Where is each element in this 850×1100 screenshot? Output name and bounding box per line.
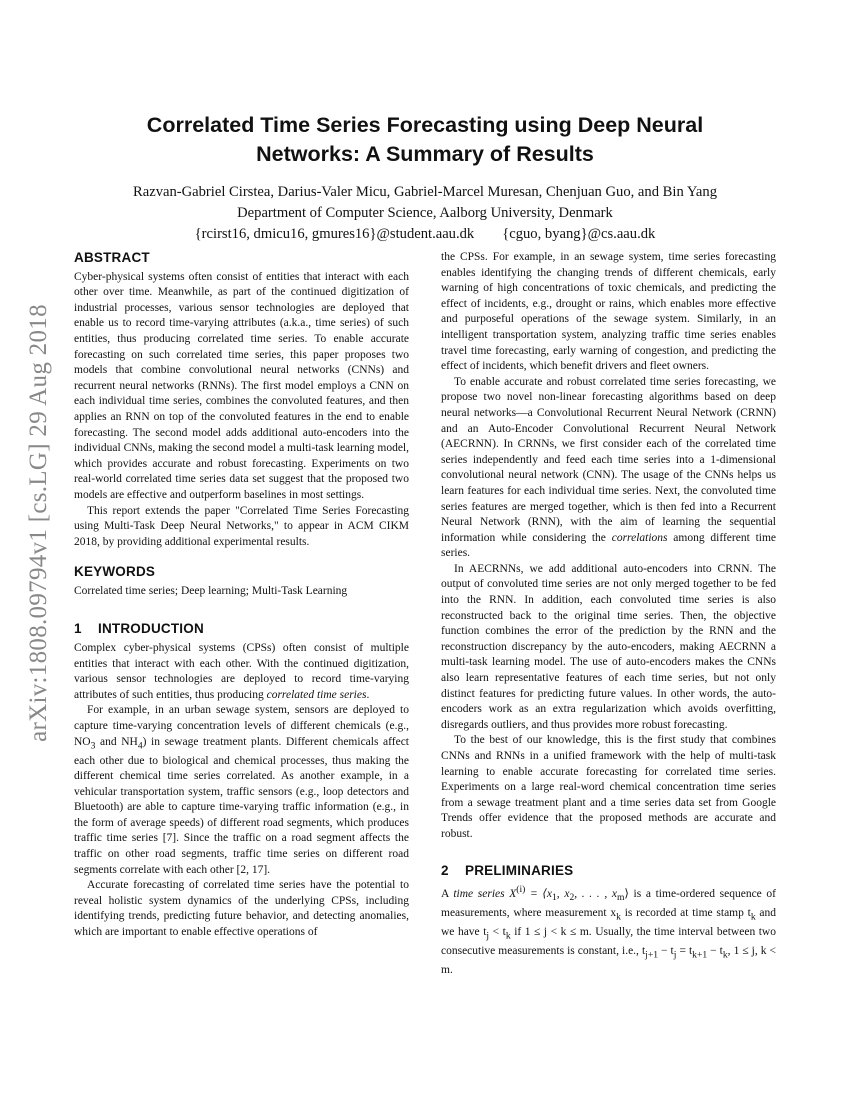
abstract-paragraph-1: Cyber-physical systems often consist of entities that interact with each other over time. Meanwhile, as part of the continued digitization of industrial processes, various sensor technologies are deployed that enable us to record time-varying attributes (a.k.a., time series) of such entities, thus producing correlated time series. To enable accurate forecasting on such correlated time series, this paper proposes two models that combine convolutional neural networks (CNNs) and recurrent neural networks (RNNs). The first model employs a CNN on each individual time series, combines the convoluted features, and then applies an RNN on top of the convoluted features in the end to enable forecasting. The second model adds additional auto-encoders into the individual CNNs, making the second model a multi-task learning model, which provides accurate and robust forecasting. Experiments on two real-world correlated time series data set suggest that the proposed two models are effective and outperform baselines in most settings. <box>74 270 409 501</box>
right-p2-text-a: To enable accurate and robust correlated time series forecasting, we propose two novel non-linear forecasting algorithms based on deep neural networks—a Convolutional Recurrent Neural Network (CRNN) and an Auto-Encoder Convolutional Recurrent Neural Network (AECRNN). In CRNNs, we first consider each of the correlated time series independently and feed each time series into a 1-dimensional convolutional neural network (CNN). The usage of the CNNs helps us learn features for each individual time series. Next, the convoluted time series features are merged together, which is then fed into a Recurrent Neural Network (RNN), with the aim of learning the sequential information while considering the <box>441 375 776 544</box>
intro-p1-text: Complex cyber-physical systems (CPSs) often consist of multiple entities that interact with each other. With the continued digitization, various sensor technologies are deployed to record time-varying attributes of such entities, thus producing <box>74 642 409 701</box>
prelim-sub: k <box>616 911 621 923</box>
paper-title <box>74 111 776 169</box>
prelim-sub: j <box>673 948 677 960</box>
prelim-text: − t <box>658 944 674 957</box>
prelim-sub: 1 <box>552 892 557 904</box>
affiliation: Department of Computer Science, Aalborg University, Denmark <box>237 205 613 221</box>
prelim-text: if 1 ≤ j < k ≤ m. Usually, the time interval between two consecutive measurements is constant, i.e., t <box>441 925 776 957</box>
right-paragraph-2 <box>441 375 776 562</box>
prelim-text: and we have t <box>441 906 777 938</box>
prelim-sub: j <box>486 930 490 942</box>
prelim-section-number: 2 <box>441 862 449 878</box>
prelim-sub: 2 <box>569 892 575 904</box>
title-line-2: Networks: A Summary of Results <box>256 142 594 166</box>
prelim-math: , . . . , x <box>574 887 617 900</box>
intro-paragraph-3: Accurate forecasting of correlated time series have the potential to reveal holistic system dynamics of the underlying CPSs, including identifying trends, predicting future behavior, and detecting anomalies, which are important to enable effective operations of <box>74 879 409 939</box>
prelim-sup: (i) <box>516 884 526 896</box>
abstract-heading: ABSTRACT <box>74 250 150 265</box>
prelim-sub: k <box>722 948 728 960</box>
prelim-math: , x <box>556 887 570 900</box>
left-column <box>74 250 409 941</box>
prelim-text: , 1 ≤ j, k < m. <box>441 944 777 976</box>
prelim-text: A <box>441 887 454 900</box>
arxiv-stamp <box>18 258 60 788</box>
prelim-sub: k <box>750 911 756 923</box>
author-block <box>74 182 776 245</box>
prelim-sub: j+1 <box>645 948 659 960</box>
right-paragraph-3: In AECRNNs, we add additional auto-encoders into CRNN. The output of convoluted time series are not only merged together to be fed into the RNN. In addition, each convoluted time series is also reconstructed back to the original time series. Then, the objective function combines the error of the prediction by the RNN and the reconstruction discrepancy by the auto-encoders, making AECRNN a multi-task learning model. The use of auto-encoders makes the CNNs also learn representative features of each time series, but not only distinct features for predicting future values. In other words, the auto-encoders work as an extra regularization which avoids overfitting, disregards outliers, and thus provides more robust forecasting. <box>441 562 776 731</box>
intro-p1-end: . <box>366 688 370 701</box>
prelim-heading-text: PRELIMINARIES <box>465 862 574 878</box>
intro-p2-text-b: ) in sewage treatment plants. Different chemicals affect each other due to biological and chemical processes, thus making the different chemical time series correlated. As another example, in a vehicular transportation system, traffic sensors (e.g., loop detectors and Bluetooth) are able to capture time-varying traffic information (e.g., in the form of average speeds) of different road segments, which produces traffic time series [7]. Since the traffic on a road segment affects the traffic on other road segments, traffic time series on different road segments correlate with each other [2, 17]. <box>74 735 410 876</box>
email-faculty: {cguo, byang}@cs.aau.dk <box>502 226 656 242</box>
right-paragraph-4: To the best of our knowledge, this is the first study that combines CNNs and RNNs in a unified framework with the help of multi-task learning to enable accurate forecasting for correlated time series. Experiments on a large real-word chemical concentration time series from a sewage treatment plant and a time series data set from Google Trends offer evidence that the proposed methods are accurate and robust. <box>441 734 776 840</box>
prelim-math: = ⟨x <box>525 887 552 900</box>
no3-subscript: 3 <box>90 739 96 751</box>
prelim-sub: m <box>616 892 625 904</box>
prelim-text: is recorded at time stamp t <box>620 906 751 919</box>
keywords-heading: KEYWORDS <box>74 564 156 580</box>
right-p2-text-b: among different time series. <box>441 531 777 560</box>
prelim-math: X <box>504 887 517 900</box>
intro-p2-text-a: For example, in an urban sewage system, sensors are deployed to capture time-varying concentration levels of different chemicals (e.g., NO <box>74 704 409 748</box>
nh4-subscript: 4 <box>137 739 143 751</box>
intro-paragraph-1 <box>74 641 409 703</box>
prelim-text: = t <box>676 944 693 957</box>
prelim-heading <box>441 863 776 879</box>
prelim-text: < t <box>489 925 506 938</box>
prelim-sub: k+1 <box>692 948 708 960</box>
prelim-definition <box>441 882 776 978</box>
title-line-1: Correlated Time Series Forecasting using Deep Neural <box>146 113 704 137</box>
intro-paragraph-2 <box>74 703 409 878</box>
prelim-text: − t <box>707 944 723 957</box>
prelim-sub: k <box>505 930 511 942</box>
arxiv-stamp-text: arXiv:1808.09794v1 [cs.LG] 29 Aug 2018 <box>25 304 52 742</box>
intro-section-number: 1 <box>74 621 82 637</box>
intro-heading-text: INTRODUCTION <box>98 621 204 637</box>
prelim-text: ⟩ is a time-ordered sequence of measurements, where measurement x <box>441 887 777 919</box>
author-names: Razvan-Gabriel Cirstea, Darius-Valer Micu, Gabriel-Marcel Muresan, Chenjuan Guo, and Bin Yang <box>133 184 717 200</box>
abstract-paragraph-2: This report extends the paper "Correlated Time Series Forecasting using Multi-Task Deep Neural Networks," to appear in ACM CIKM 2018, by providing additional experimental results. <box>74 504 409 548</box>
intro-p1-emphasis: correlated time series <box>266 688 367 701</box>
email-row <box>74 224 776 245</box>
intro-p2-text-mid: and NH <box>95 735 138 748</box>
intro-heading <box>74 621 409 637</box>
prelim-term: time series <box>453 887 505 900</box>
keywords-text: Correlated time series; Deep learning; Multi-Task Learning <box>74 584 348 597</box>
right-p2-emphasis: correlations <box>611 531 668 544</box>
right-column <box>441 250 776 978</box>
right-paragraph-1: the CPSs. For example, in an sewage system, time series forecasting enables identifying the changing trends of different chemicals, early warning of high concentrations of toxic chemicals, and predicting the effect of incidents, e.g., drought or rains, which enables more effective and purposeful operations of the sewage system. Similarly, in an intelligent transportation system, analyzing traffic time series enables travel time forecasting, early warning of congestion, and predicting the effect of incidents, which benefit drivers and fleet owners. <box>441 251 776 373</box>
email-students: {rcirst16, dmicu16, gmures16}@student.aau.dk <box>194 226 475 242</box>
